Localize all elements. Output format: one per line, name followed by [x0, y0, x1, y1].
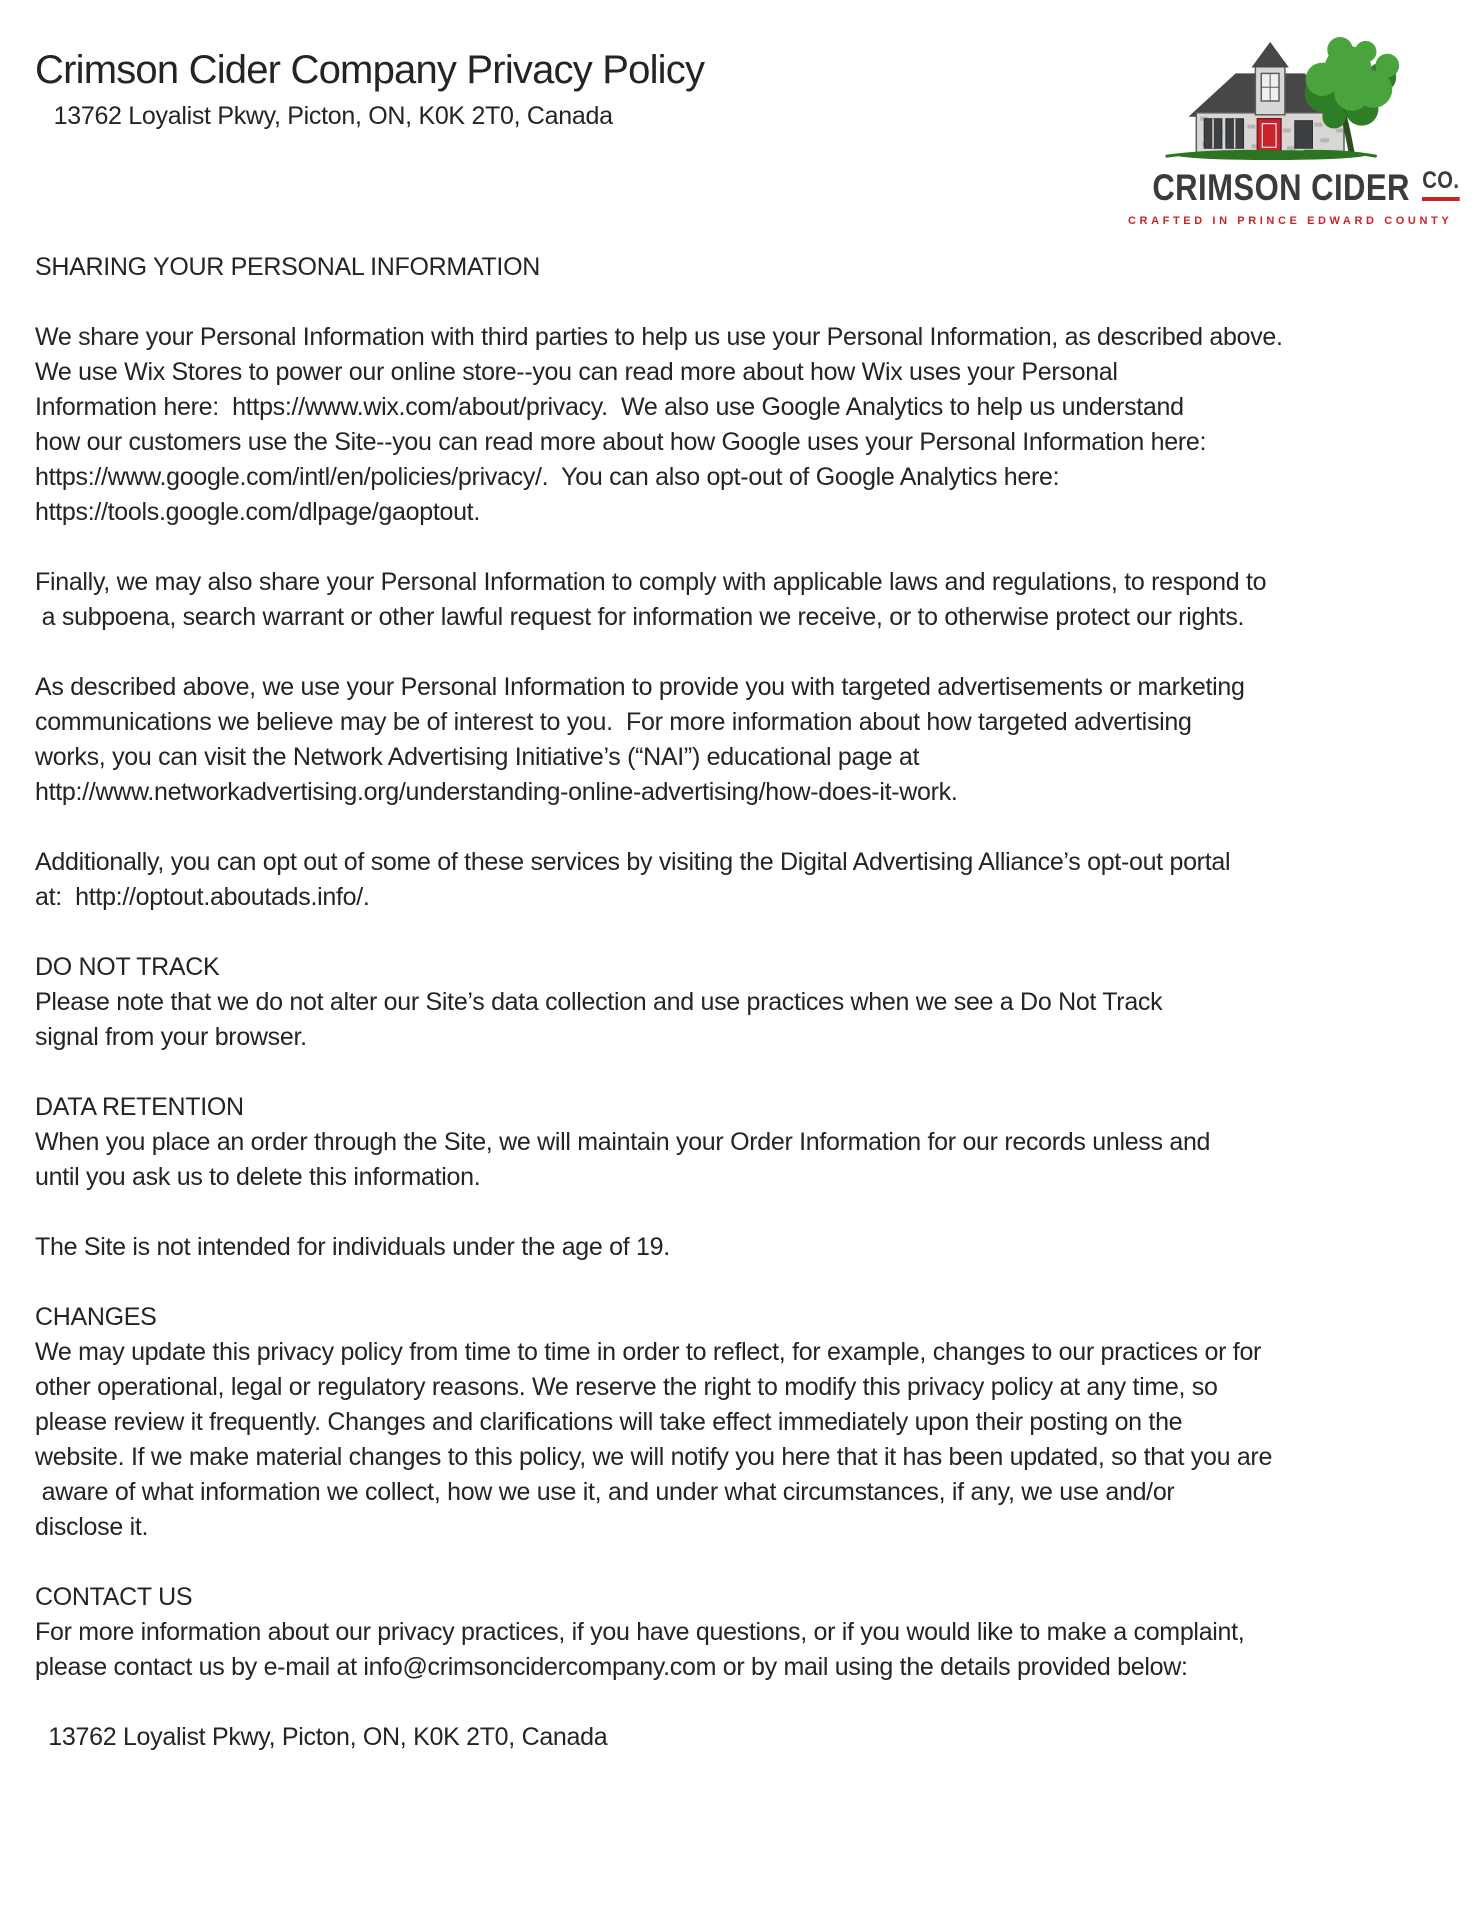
paragraph-line: We share your Personal Information with third parties to help us use your Personal Information, as described above.	[35, 323, 1283, 351]
paragraph-line: Additionally, you can opt out of some of these services by visiting the Digital Advertising Alliance’s opt-out portal	[35, 848, 1231, 876]
text-block	[35, 1230, 1475, 1265]
paragraph-line: We may update this privacy policy from time to time in order to reflect, for example, changes to our practices or for	[35, 1338, 1262, 1366]
paragraph-line: Finally, we may also share your Personal Information to comply with applicable laws and regulations, to respond to	[35, 568, 1267, 596]
text-block	[35, 320, 1475, 530]
text-block	[35, 1720, 1475, 1755]
logo-wordmark	[1152, 167, 1460, 208]
crimson-cider-logo	[1128, 36, 1460, 227]
text-block	[35, 1580, 1475, 1685]
paragraph-line: When you place an order through the Site, we will maintain your Order Information for our records unless and	[35, 1128, 1211, 1156]
paragraph-line: other operational, legal or regulatory reasons. We reserve the right to modify this privacy policy at any time, so	[35, 1373, 1218, 1401]
house-illustration-icon	[1155, 36, 1405, 164]
text-block	[35, 950, 1475, 1055]
paragraph-line: until you ask us to delete this information.	[35, 1163, 481, 1191]
paragraph-line: https://www.google.com/intl/en/policies/privacy/. You can also opt-out of Google Analytics here:	[35, 463, 1060, 491]
content	[35, 250, 1475, 1790]
paragraph-line: disclose it.	[35, 1513, 149, 1541]
paragraph-line: http://www.networkadvertising.org/understanding-online-advertising/how-does-it-work.	[35, 778, 958, 806]
logo-co-suffix: CO.	[1422, 168, 1459, 201]
logo-wordmark-text: CRIMSON CIDER	[1152, 167, 1410, 208]
paragraph-line: signal from your browser.	[35, 1023, 307, 1051]
paragraph-line: communications we believe may be of interest to you. For more information about how targeted advertising	[35, 708, 1192, 736]
paragraph-line: https://tools.google.com/dlpage/gaoptout.	[35, 498, 480, 526]
red-door	[1257, 119, 1281, 154]
text-block	[35, 670, 1475, 810]
text-block	[35, 250, 1475, 285]
tower	[1251, 42, 1288, 115]
grass	[1167, 150, 1376, 160]
paragraph-line: We use Wix Stores to power our online store--you can read more about how Wix uses your Personal	[35, 358, 1118, 386]
section-heading: DO NOT TRACK	[35, 953, 220, 981]
paragraph-line: Please note that we do not alter our Site’s data collection and use practices when we see a Do Not Track	[35, 988, 1163, 1016]
paragraph-line: Information here: https://www.wix.com/about/privacy. We also use Google Analytics to help us understand	[35, 393, 1184, 421]
text-block	[35, 845, 1475, 915]
paragraph-line: please contact us by e-mail at info@crimsoncidercompany.com or by mail using the details provided below:	[35, 1653, 1188, 1681]
section-heading: SHARING YOUR PERSONAL INFORMATION	[35, 253, 540, 281]
page-title: Crimson Cider Company Privacy Policy	[35, 48, 705, 92]
company-address-header: 13762 Loyalist Pkwy, Picton, ON, K0K 2T0, Canada	[47, 102, 613, 130]
text-block	[35, 1090, 1475, 1195]
section-heading: CHANGES	[35, 1303, 157, 1331]
paragraph-line: website. If we make material changes to this policy, we will notify you here that it has been updated, so that you are	[35, 1443, 1273, 1471]
text-block	[35, 565, 1475, 635]
paragraph-line: The Site is not intended for individuals under the age of 19.	[35, 1233, 670, 1261]
paragraph-line: aware of what information we collect, how we use it, and under what circumstances, if any, we use and/or	[35, 1478, 1175, 1506]
section-heading: DATA RETENTION	[35, 1093, 244, 1121]
paragraph-line: works, you can visit the Network Advertising Initiative’s (“NAI”) educational page at	[35, 743, 920, 771]
right-window	[1295, 121, 1313, 149]
paragraph-line: As described above, we use your Personal Information to provide you with targeted advertisements or marketing	[35, 673, 1245, 701]
paragraph-line: at: http://optout.aboutads.info/.	[35, 883, 370, 911]
paragraph-line: how our customers use the Site--you can read more about how Google uses your Personal Information here:	[35, 428, 1207, 456]
paragraph-line: For more information about our privacy practices, if you have questions, or if you would like to make a complaint,	[35, 1618, 1245, 1646]
logo-tagline: CRAFTED IN PRINCE EDWARD COUNTY	[1128, 215, 1453, 227]
text-block	[35, 1300, 1475, 1545]
section-heading: CONTACT US	[35, 1583, 193, 1611]
paragraph-line: please review it frequently. Changes and clarifications will take effect immediately upon their posting on the	[35, 1408, 1183, 1436]
paragraph-line: 13762 Loyalist Pkwy, Picton, ON, K0K 2T0, Canada	[35, 1723, 608, 1751]
paragraph-line: a subpoena, search warrant or other lawful request for information we receive, or to otherwise protect our rights.	[35, 603, 1245, 631]
